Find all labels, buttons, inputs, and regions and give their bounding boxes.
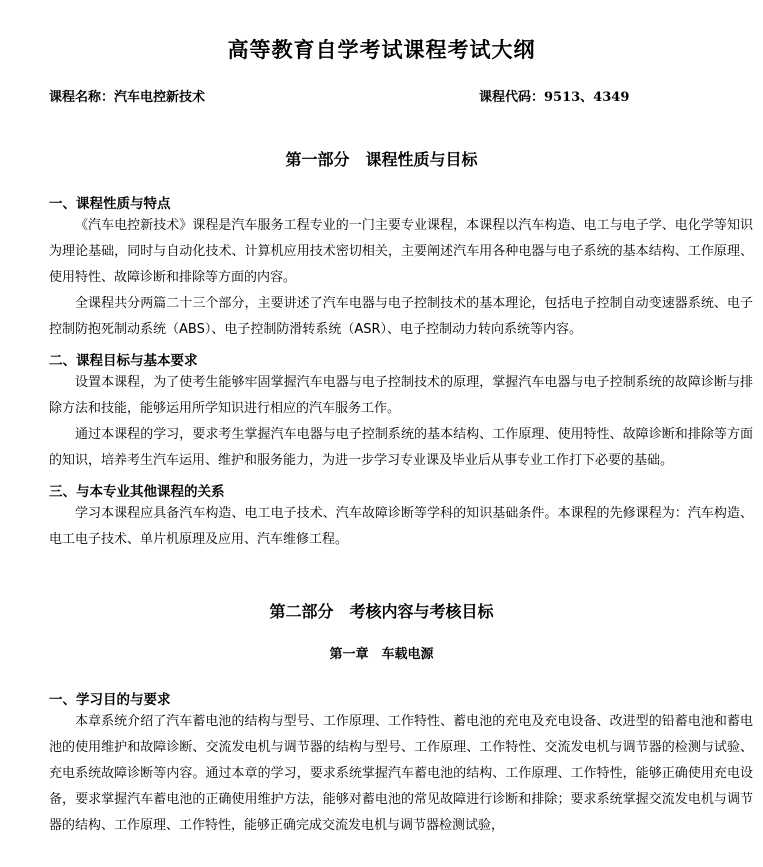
paragraph-objectives-1: 本章系统介绍了汽车蓄电池的结构与型号、工作原理、工作特性、蓄电池的充电及充电设备、改进型的铅蓄电池和蓄电池的使用维护和故障诊断、交流发电机与调节器的结构与型号、工作原理、工作特性、交流发电机与调节器的检测与试验、充电系统故障诊断等内容。通过本章的学习，要求系统掌握汽车蓄电池的结构、工作原理、工作特性，能够正确使用充电设备，要求掌握汽车蓄电池的正确使用维护方法，能够对蓄电池的常见故障进行诊断和排除；要求系统掌握交流发电机与调节器的结构、工作原理、工作特性，能够正确完成交流发电机与调节器检测试验，: [49, 714, 753, 833]
section-heading-relations: 三、与本专业其他课程的关系: [49, 484, 225, 500]
section-heading-nature: 一、课程性质与特点: [49, 196, 171, 212]
paragraph-goals-1: 设置本课程，为了使考生能够牢固掌握汽车电器与电子控制技术的原理，掌握汽车电器与电子控制系统的故障诊断与排除方法和技能，能够运用所学知识进行相应的汽车服务工作。: [49, 375, 753, 416]
course-code: 课程代码：9513、4349: [479, 90, 630, 105]
part-two-title: 第二部分 考核内容与考核目标: [269, 602, 494, 621]
section-heading-goals: 二、课程目标与基本要求: [49, 353, 198, 369]
paragraph-relations-1: 学习本课程应具备汽车构造、电工电子技术、汽车故障诊断等学科的知识基础条件。本课程的先修课程为：汽车构造、电工电子技术、单片机原理及应用、汽车维修工程。: [49, 506, 753, 547]
chapter-one-title: 第一章 车载电源: [329, 647, 434, 662]
section-heading-objectives: 一、学习目的与要求: [49, 692, 171, 708]
document-title: 高等教育自学考试课程考试大纲: [227, 38, 536, 62]
paragraph-nature-1: 《汽车电控新技术》课程是汽车服务工程专业的一门主要专业课程，本课程以汽车构造、电工与电子学、电化学等知识为理论基础，同时与自动化技术、计算机应用技术密切相关，主要阐述汽车用各种电器与电子系统的基本结构、工作原理、使用特性、故障诊断和排除等方面的内容。: [49, 218, 753, 285]
part-one-title: 第一部分 课程性质与目标: [285, 150, 478, 169]
paragraph-nature-2: 全课程共分两篇二十三个部分，主要讲述了汽车电器与电子控制技术的基本理论，包括电子控制自动变速器系统、电子控制防抱死制动系统（ABS）、电子控制防滑转系统（ASR）、电子控制动力转向系统等内容。: [49, 296, 753, 337]
paragraph-goals-2: 通过本课程的学习，要求考生掌握汽车电器与电子控制系统的基本结构、工作原理、使用特性、故障诊断和排除等方面的知识，培养考生汽车运用、维护和服务能力，为进一步学习专业课及毕业后从事专业工作打下必要的基础。: [49, 427, 753, 468]
course-name: 课程名称：汽车电控新技术: [49, 90, 206, 105]
